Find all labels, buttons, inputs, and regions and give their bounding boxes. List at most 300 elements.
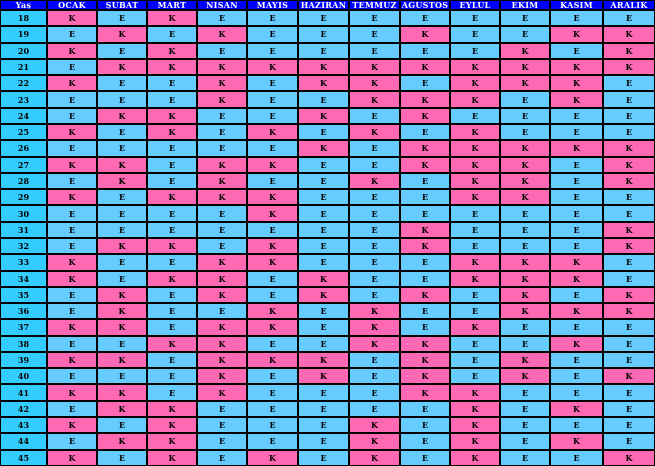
gender-cell: E	[349, 43, 400, 59]
table-row	[0, 59, 655, 75]
header-month: ARALIK	[603, 0, 655, 10]
gender-cell: K	[349, 319, 400, 335]
header-month: MART	[147, 0, 197, 10]
gender-cell: E	[603, 319, 655, 335]
gender-cell: E	[197, 238, 247, 254]
table-row	[0, 124, 655, 140]
gender-cell: E	[247, 287, 298, 303]
gender-cell: E	[603, 75, 655, 91]
gender-cell: E	[197, 450, 247, 466]
header-month: HAZİRAN	[298, 0, 349, 10]
table-row	[0, 238, 655, 254]
header-month: TEMMUZ	[349, 0, 400, 10]
gender-cell: E	[603, 91, 655, 107]
gender-cell: E	[349, 189, 400, 205]
gender-cell: K	[450, 157, 500, 173]
gender-cell: E	[400, 401, 450, 417]
gender-cell: E	[247, 43, 298, 59]
gender-cell: E	[247, 271, 298, 287]
table-row	[0, 75, 655, 91]
gender-cell: K	[197, 173, 247, 189]
table-row	[0, 10, 655, 26]
gender-cell: E	[450, 287, 500, 303]
gender-cell: K	[47, 43, 97, 59]
table-row	[0, 336, 655, 352]
table-row	[0, 189, 655, 205]
age-cell: 29	[0, 189, 47, 205]
gender-cell: K	[197, 254, 247, 270]
gender-cell: K	[450, 173, 500, 189]
gender-cell: K	[400, 238, 450, 254]
gender-cell: E	[349, 384, 400, 400]
gender-cell: K	[247, 254, 298, 270]
gender-cell: K	[147, 108, 197, 124]
header-month: ŞUBAT	[97, 0, 147, 10]
age-cell: 42	[0, 401, 47, 417]
gender-cell: E	[147, 287, 197, 303]
gender-cell: K	[47, 417, 97, 433]
gender-cell: K	[197, 287, 247, 303]
gender-cell: E	[603, 108, 655, 124]
gender-cell: K	[147, 271, 197, 287]
header-month: NİSAN	[197, 0, 247, 10]
gender-cell: K	[400, 384, 450, 400]
gender-cell: K	[450, 140, 500, 156]
gender-cell: E	[349, 368, 400, 384]
gender-cell: E	[550, 10, 603, 26]
gender-cell: E	[247, 368, 298, 384]
table-row	[0, 433, 655, 449]
gender-cell: K	[298, 108, 349, 124]
gender-cell: E	[47, 303, 97, 319]
gender-cell: K	[550, 303, 603, 319]
gender-cell: E	[47, 336, 97, 352]
gender-cell: K	[349, 75, 400, 91]
gender-cell: E	[500, 450, 550, 466]
header-month: AĞUSTOS	[401, 0, 449, 10]
gender-cell: E	[97, 124, 147, 140]
gender-cell: E	[97, 205, 147, 221]
gender-cell: K	[147, 336, 197, 352]
table-row	[0, 108, 655, 124]
gender-cell: K	[603, 140, 655, 156]
table-row	[0, 254, 655, 270]
gender-cell: E	[197, 205, 247, 221]
gender-cell: K	[603, 368, 655, 384]
gender-cell: E	[97, 417, 147, 433]
gender-cell: E	[349, 238, 400, 254]
gender-cell: E	[500, 10, 550, 26]
gender-cell: E	[603, 384, 655, 400]
gender-cell: K	[298, 75, 349, 91]
gender-cell: K	[298, 271, 349, 287]
gender-cell: K	[147, 401, 197, 417]
gender-cell: E	[197, 222, 247, 238]
gender-cell: K	[550, 75, 603, 91]
gender-cell: K	[550, 433, 603, 449]
gender-cell: K	[97, 108, 147, 124]
age-cell: 39	[0, 352, 47, 368]
gender-cell: E	[298, 222, 349, 238]
gender-cell: K	[247, 189, 298, 205]
gender-cell: K	[400, 140, 450, 156]
gender-cell: K	[97, 26, 147, 42]
table-row	[0, 140, 655, 156]
gender-cell: E	[450, 222, 500, 238]
gender-cell: E	[349, 352, 400, 368]
gender-cell: K	[450, 450, 500, 466]
gender-cell: K	[400, 368, 450, 384]
gender-cell: K	[47, 384, 97, 400]
gender-cell: E	[550, 124, 603, 140]
gender-cell: K	[147, 238, 197, 254]
gender-cell: K	[550, 401, 603, 417]
gender-cell: E	[400, 450, 450, 466]
gender-cell: K	[400, 336, 450, 352]
table-row	[0, 26, 655, 42]
gender-cell: K	[147, 417, 197, 433]
gender-cell: K	[97, 401, 147, 417]
gender-cell: K	[197, 75, 247, 91]
gender-cell: K	[550, 59, 603, 75]
gender-cell: K	[550, 91, 603, 107]
gender-cell: K	[603, 26, 655, 42]
gender-cell: E	[400, 271, 450, 287]
gender-cell: K	[247, 205, 298, 221]
gender-cell: K	[349, 303, 400, 319]
gender-cell: E	[500, 205, 550, 221]
age-cell: 21	[0, 59, 47, 75]
gender-cell: E	[400, 205, 450, 221]
header-month: OCAK	[47, 0, 97, 10]
table-row	[0, 271, 655, 287]
gender-cell: K	[550, 336, 603, 352]
gender-cell: E	[500, 108, 550, 124]
table-row	[0, 157, 655, 173]
gender-cell: K	[97, 157, 147, 173]
gender-cell: E	[400, 319, 450, 335]
table-row	[0, 287, 655, 303]
gender-cell: K	[197, 157, 247, 173]
gender-cell: K	[247, 157, 298, 173]
gender-cell: E	[247, 173, 298, 189]
gender-cell: E	[450, 352, 500, 368]
gender-cell: E	[298, 254, 349, 270]
gender-cell: E	[550, 287, 603, 303]
table-row	[0, 173, 655, 189]
gender-cell: K	[603, 173, 655, 189]
table-row	[0, 43, 655, 59]
table-row	[0, 205, 655, 221]
gender-cell: K	[197, 59, 247, 75]
gender-cell: K	[247, 238, 298, 254]
gender-cell: E	[500, 26, 550, 42]
age-cell: 37	[0, 319, 47, 335]
gender-cell: K	[247, 124, 298, 140]
gender-cell: K	[400, 287, 450, 303]
gender-cell: E	[298, 189, 349, 205]
gender-cell: E	[400, 189, 450, 205]
gender-cell: K	[603, 157, 655, 173]
gender-cell: K	[97, 384, 147, 400]
gender-cell: E	[197, 43, 247, 59]
table-row	[0, 91, 655, 107]
gender-cell: E	[349, 287, 400, 303]
gender-cell: E	[97, 222, 147, 238]
gender-cell: K	[400, 352, 450, 368]
gender-cell: E	[500, 238, 550, 254]
gender-cell: K	[197, 189, 247, 205]
gender-cell: E	[197, 433, 247, 449]
gender-cell: K	[47, 189, 97, 205]
gender-cell: E	[247, 10, 298, 26]
gender-cell: E	[400, 254, 450, 270]
gender-cell: K	[298, 352, 349, 368]
gender-cell: K	[247, 319, 298, 335]
gender-cell: E	[603, 271, 655, 287]
age-cell: 34	[0, 271, 47, 287]
gender-cell: E	[97, 450, 147, 466]
table-row	[0, 384, 655, 400]
table-row	[0, 450, 655, 466]
gender-cell: E	[247, 222, 298, 238]
gender-cell: K	[97, 303, 147, 319]
gender-cell: E	[550, 222, 603, 238]
gender-cell: K	[500, 75, 550, 91]
age-cell: 28	[0, 173, 47, 189]
gender-cell: K	[47, 10, 97, 26]
gender-cell: K	[349, 59, 400, 75]
gender-cell: E	[47, 205, 97, 221]
gender-cell: E	[450, 336, 500, 352]
gender-cell: K	[550, 140, 603, 156]
gender-cell: E	[349, 401, 400, 417]
gender-cell: E	[47, 91, 97, 107]
gender-cell: K	[298, 140, 349, 156]
gender-cell: E	[147, 173, 197, 189]
gender-cell: K	[197, 336, 247, 352]
gender-cell: E	[603, 254, 655, 270]
gender-cell: E	[298, 401, 349, 417]
gender-cell: E	[550, 417, 603, 433]
gender-cell: E	[47, 108, 97, 124]
gender-cell: E	[197, 401, 247, 417]
age-cell: 24	[0, 108, 47, 124]
gender-cell: K	[349, 450, 400, 466]
gender-cell: K	[47, 75, 97, 91]
gender-cell: K	[147, 189, 197, 205]
age-cell: 44	[0, 433, 47, 449]
age-cell: 26	[0, 140, 47, 156]
gender-cell: K	[197, 319, 247, 335]
gender-cell: K	[400, 91, 450, 107]
gender-cell: K	[147, 43, 197, 59]
age-cell: 32	[0, 238, 47, 254]
age-cell: 22	[0, 75, 47, 91]
age-cell: 25	[0, 124, 47, 140]
gender-cell: E	[298, 26, 349, 42]
gender-cell: K	[197, 26, 247, 42]
gender-cell: K	[603, 43, 655, 59]
gender-cell: E	[349, 10, 400, 26]
age-cell: 31	[0, 222, 47, 238]
gender-cell: K	[400, 59, 450, 75]
header-month: KASIM	[550, 0, 603, 10]
gender-cell: K	[450, 254, 500, 270]
gender-cell: E	[47, 287, 97, 303]
gender-cell: K	[400, 222, 450, 238]
gender-cell: E	[298, 91, 349, 107]
gender-cell: K	[500, 189, 550, 205]
gender-cell: K	[450, 417, 500, 433]
gender-cell: E	[147, 319, 197, 335]
gender-cell: E	[97, 189, 147, 205]
gender-cell: E	[603, 336, 655, 352]
gender-cell: E	[47, 173, 97, 189]
gender-cell: K	[349, 91, 400, 107]
age-cell: 19	[0, 26, 47, 42]
header-age: Yaş	[0, 0, 47, 10]
gender-cell: E	[298, 238, 349, 254]
gender-cell: E	[400, 433, 450, 449]
gender-cell: E	[97, 336, 147, 352]
gender-cell: E	[550, 157, 603, 173]
gender-cell: E	[298, 124, 349, 140]
gender-cell: E	[147, 254, 197, 270]
gender-cell: K	[47, 450, 97, 466]
gender-cell: E	[450, 10, 500, 26]
gender-cell: E	[47, 401, 97, 417]
gender-cell: K	[349, 124, 400, 140]
gender-cell: E	[47, 238, 97, 254]
gender-cell: E	[400, 10, 450, 26]
gender-cell: E	[450, 368, 500, 384]
gender-cell: K	[47, 352, 97, 368]
table-row	[0, 352, 655, 368]
header-row	[0, 0, 655, 10]
gender-cell: E	[298, 157, 349, 173]
table-row	[0, 417, 655, 433]
gender-cell: E	[97, 43, 147, 59]
gender-cell: K	[197, 368, 247, 384]
header-month: EKİM	[500, 0, 550, 10]
gender-cell: K	[349, 173, 400, 189]
gender-cell: E	[247, 108, 298, 124]
gender-cell: K	[450, 189, 500, 205]
gender-cell: E	[247, 140, 298, 156]
gender-cell: K	[349, 433, 400, 449]
age-cell: 35	[0, 287, 47, 303]
gender-cell: K	[97, 59, 147, 75]
gender-cell: K	[500, 303, 550, 319]
gender-cell: K	[550, 271, 603, 287]
age-cell: 38	[0, 336, 47, 352]
gender-cell: E	[400, 303, 450, 319]
gender-cell: E	[298, 450, 349, 466]
gender-cell: K	[247, 352, 298, 368]
gender-cell: E	[247, 417, 298, 433]
gender-cell: E	[500, 319, 550, 335]
gender-cell: E	[247, 91, 298, 107]
gender-cell: K	[450, 384, 500, 400]
gender-cell: K	[47, 271, 97, 287]
gender-cell: E	[147, 303, 197, 319]
gender-cell: E	[550, 43, 603, 59]
gender-cell: K	[500, 140, 550, 156]
gender-cell: E	[97, 254, 147, 270]
gender-cell: E	[97, 75, 147, 91]
header-month: EYLÜL	[450, 0, 500, 10]
gender-cell: K	[47, 124, 97, 140]
gender-cell: E	[97, 368, 147, 384]
gender-cell: E	[603, 433, 655, 449]
gender-cell: E	[147, 75, 197, 91]
gender-cell: E	[400, 43, 450, 59]
age-cell: 45	[0, 450, 47, 466]
gender-cell: E	[550, 368, 603, 384]
gender-cell: E	[603, 124, 655, 140]
gender-cell: E	[550, 450, 603, 466]
gender-cell: K	[450, 75, 500, 91]
gender-cell: K	[400, 157, 450, 173]
table-row	[0, 319, 655, 335]
gender-cell: E	[550, 108, 603, 124]
gender-cell: E	[450, 303, 500, 319]
gender-cell: E	[197, 140, 247, 156]
gender-cell: E	[450, 205, 500, 221]
gender-cell: E	[603, 10, 655, 26]
gender-cell: K	[47, 319, 97, 335]
gender-cell: E	[247, 75, 298, 91]
gender-cell: E	[197, 303, 247, 319]
gender-cell: K	[97, 287, 147, 303]
gender-cell: E	[247, 384, 298, 400]
gender-cell: K	[500, 254, 550, 270]
gender-cell: K	[298, 59, 349, 75]
table-row	[0, 401, 655, 417]
gender-cell: E	[197, 124, 247, 140]
gender-cell: K	[603, 450, 655, 466]
gender-cell: E	[147, 352, 197, 368]
gender-cell: E	[197, 10, 247, 26]
gender-cell: K	[147, 59, 197, 75]
table-row	[0, 222, 655, 238]
gender-cell: E	[197, 417, 247, 433]
gender-cell: E	[298, 205, 349, 221]
gender-cell: K	[47, 254, 97, 270]
gender-cell: K	[197, 91, 247, 107]
gender-cell: K	[247, 59, 298, 75]
gender-cell: K	[247, 303, 298, 319]
gender-cell: K	[500, 157, 550, 173]
gender-cell: K	[197, 271, 247, 287]
gender-cell: E	[500, 222, 550, 238]
header-month: MAYIS	[247, 0, 298, 10]
gender-cell: K	[450, 59, 500, 75]
gender-cell: K	[603, 303, 655, 319]
gender-cell: K	[97, 352, 147, 368]
gender-cell: E	[47, 59, 97, 75]
gender-cell: K	[47, 157, 97, 173]
age-cell: 33	[0, 254, 47, 270]
gender-cell: E	[47, 26, 97, 42]
gender-cell: E	[298, 303, 349, 319]
age-cell: 23	[0, 91, 47, 107]
gender-cell: E	[550, 352, 603, 368]
gender-cell: E	[47, 433, 97, 449]
gender-cell: E	[450, 238, 500, 254]
gender-cell: K	[500, 173, 550, 189]
